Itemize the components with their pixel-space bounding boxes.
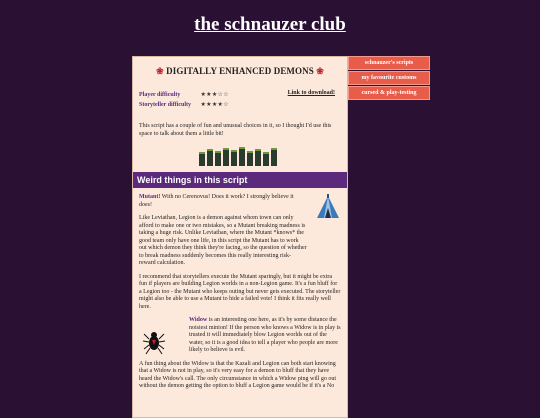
widow-block bbox=[133, 317, 347, 355]
spider-icon bbox=[143, 329, 165, 355]
tower-icon bbox=[239, 147, 245, 166]
nav-cursed-play-testing[interactable]: cursed & play-testing bbox=[348, 86, 430, 100]
mutant-advice-paragraph: I recommend that storytellers execute the Mutant sparingly, but it might be extra fun if players are building Legion worlds in a non-Legion game. It's a fun bluff for a Legion too - the Mutant who keeps outing but never gets executed. The storyteller might also be able to use a Mutant to hide a failed vote! I think it fits really well here. bbox=[139, 273, 341, 310]
tower-icon bbox=[231, 150, 237, 166]
sidebar-nav bbox=[348, 56, 430, 101]
nav-schnauzers-scripts[interactable]: schnauzer's scripts bbox=[348, 56, 430, 70]
mutant-paragraph bbox=[139, 194, 307, 209]
legion-paragraph: Like Leviathan, Legion is a demon against whom town can only afford to make one or two mistakes, so a Mutant breaking madness is taking a huge risk. Unlike Leviathan, where the Mutant *knows* the good team only have one life, in this script the Mutant has to work out which demon they think they're facing, so the question of whether to break madness suddenly becomes this really interesting risk-reward calculation. bbox=[139, 215, 307, 266]
tower-icon bbox=[271, 148, 277, 166]
player-difficulty-label: Player difficulty bbox=[139, 92, 181, 98]
tent-icon bbox=[315, 194, 341, 222]
section-title: Weird things in this script bbox=[133, 172, 347, 188]
download-link[interactable]: Link to download! bbox=[287, 90, 335, 96]
widow-lead: Widow bbox=[189, 317, 208, 323]
tower-icon bbox=[223, 148, 229, 166]
tower-icon bbox=[263, 152, 269, 166]
rose-icon: ❀ bbox=[316, 66, 324, 76]
storyteller-difficulty-label: Storyteller difficulty bbox=[139, 102, 192, 108]
script-panel bbox=[132, 56, 348, 418]
storyteller-difficulty-row bbox=[139, 100, 341, 110]
script-title: DIGITALLY ENHANCED DEMONS bbox=[166, 66, 314, 76]
tower-icons bbox=[199, 146, 281, 166]
widow-paragraph bbox=[189, 317, 341, 355]
storyteller-difficulty-stars: ★★★★☆ bbox=[200, 102, 229, 108]
widow-fun-paragraph: A fun thing about the Widow is that the Kazali and Legion can both start knowing that a Widow is not in play, so it's very easy for a demon to bluff that they have heard the Widow's call. The only circumstance in which a Widow ping will go out without the demon getting the option to bluff a Legion game would be if it's a No bbox=[139, 360, 337, 389]
nav-my-favourite-customs[interactable]: my favourite customs bbox=[348, 71, 430, 85]
tower-icon bbox=[199, 152, 205, 166]
script-header bbox=[139, 66, 341, 77]
player-difficulty-stars: ★★★☆☆ bbox=[200, 92, 229, 98]
mutant-lead: Mutant! bbox=[139, 194, 161, 200]
mutant-block bbox=[133, 194, 347, 209]
site-title[interactable]: the schnauzer club bbox=[194, 14, 346, 35]
mutant-text: With no Cerenovus! Does it work? I strongly believe it does! bbox=[139, 194, 294, 208]
widow-text: is an interesting one here, as it's by some distance the noisiest minion! If the person who knows a Widow is in play is trusted it will immediately blow Legion worlds out of the water, so it is a good idea to tell a player who people are more likely to believe is evil. bbox=[189, 317, 341, 353]
difficulty-ratings bbox=[139, 90, 341, 112]
tower-icon bbox=[247, 151, 253, 166]
tower-icon bbox=[255, 149, 261, 166]
tower-icon bbox=[207, 149, 213, 166]
tower-icon bbox=[215, 151, 221, 166]
rose-icon: ❀ bbox=[156, 66, 164, 76]
intro-text: This script has a couple of fun and unusual choices in it, so I thought I'd use this space to talk about them a little bit! bbox=[139, 123, 332, 137]
